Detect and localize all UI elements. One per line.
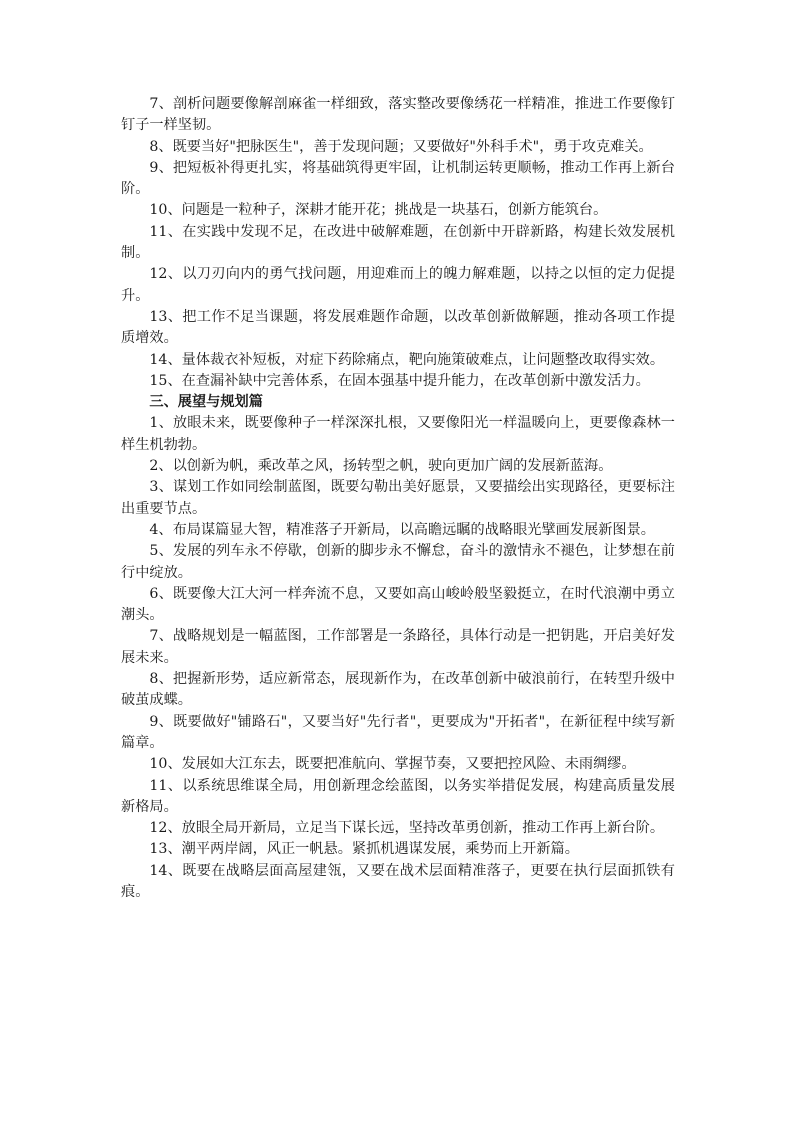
paragraph-item: 2、以创新为帆，乘改革之风，扬转型之帆，驶向更加广阔的发展新蓝海。	[149, 458, 613, 475]
paragraph-item: 11、以系统思维谋全局，用创新理念绘蓝图，以务实举措促发展，构建高质量发展新格局。	[121, 777, 675, 815]
paragraph-item: 14、量体裁衣补短板，对症下药除痛点，靶向施策破难点，让问题整改取得实效。	[149, 351, 665, 368]
paragraph-item: 4、布局谋篇显大智，精准落子开新局，以高瞻远瞩的战略眼光擘画发展新图景。	[149, 521, 655, 538]
paragraph-item: 13、把工作不足当课题，将发展难题作命题，以改革创新做解题，推动各项工作提质增效。	[121, 308, 675, 347]
paragraph-item: 11、在实践中发现不足，在改进中破解难题，在创新中开辟新路，构建长效发展机制。	[121, 223, 675, 262]
paragraph-item: 9、把短板补得更扎实，将基础筑得更牢固，让机制运转更顺畅，推动工作再上新台阶。	[121, 159, 675, 198]
paragraph-item: 5、发展的列车永不停歇，创新的脚步永不懈怠，奋斗的激情永不褪色，让梦想在前行中绽放。	[121, 543, 675, 581]
paragraph-item: 10、发展如大江东去，既要把准航向、掌握节奏，又要把控风险、未雨绸缪。	[149, 756, 636, 773]
paragraph-item: 8、把握新形势，适应新常态，展现新作为，在改革创新中破浪前行，在转型升级中破茧成蝶。	[121, 671, 675, 709]
paragraph-item: 8、既要当好"把脉医生"，善于发现问题；又要做好"外科手术"，勇于攻克难关。	[149, 138, 653, 155]
paragraph-item: 12、放眼全局开新局，立足当下谋长远，坚持改革勇创新，推动工作再上新台阶。	[149, 820, 665, 837]
paragraph-item: 7、战略规划是一幅蓝图，工作部署是一条路径，具体行动是一把钥匙，开启美好发展未来。	[121, 628, 675, 666]
section-heading: 三、展望与规划篇	[149, 394, 263, 411]
paragraph-item: 9、既要做好"铺路石"，又要当好"先行者"，更要成为"开拓者"，在新征程中续写新篇章。	[121, 713, 675, 751]
paragraph-item: 12、以刀刃向内的勇气找问题，用迎难而上的魄力解难题，以持之以恒的定力促提升。	[121, 266, 675, 304]
paragraph-item: 14、既要在战略层面高屋建瓴，又要在战术层面精准落子，更要在执行层面抓铁有痕。	[121, 862, 675, 900]
document-body	[121, 94, 675, 903]
paragraph-item: 6、既要像大江大河一样奔流不息，又要如高山峻岭般坚毅挺立，在时代浪潮中勇立潮头。	[121, 585, 675, 624]
paragraph-item: 1、放眼未来，既要像种子一样深深扎根，又要像阳光一样温暖向上，更要像森林一样生机勃勃。	[121, 415, 675, 453]
paragraph-item: 3、谋划工作如同绘制蓝图，既要勾勒出美好愿景，又要描绘出实现路径，更要标注出重要节点。	[121, 479, 675, 517]
paragraph-item: 13、潮平两岸阔，风正一帆悬。紧抓机遇谋发展，乘势而上开新篇。	[149, 841, 579, 858]
paragraph-item: 10、问题是一粒种子，深耕才能开花；挑战是一块基石，创新方能筑台。	[149, 202, 608, 219]
paragraph-item: 7、剖析问题要像解剖麻雀一样细致，落实整改要像绣花一样精准，推进工作要像钉钉子一样坚韧。	[121, 96, 675, 134]
paragraph-item: 15、在查漏补缺中完善体系，在固本强基中提升能力，在改革创新中激发活力。	[149, 372, 650, 389]
